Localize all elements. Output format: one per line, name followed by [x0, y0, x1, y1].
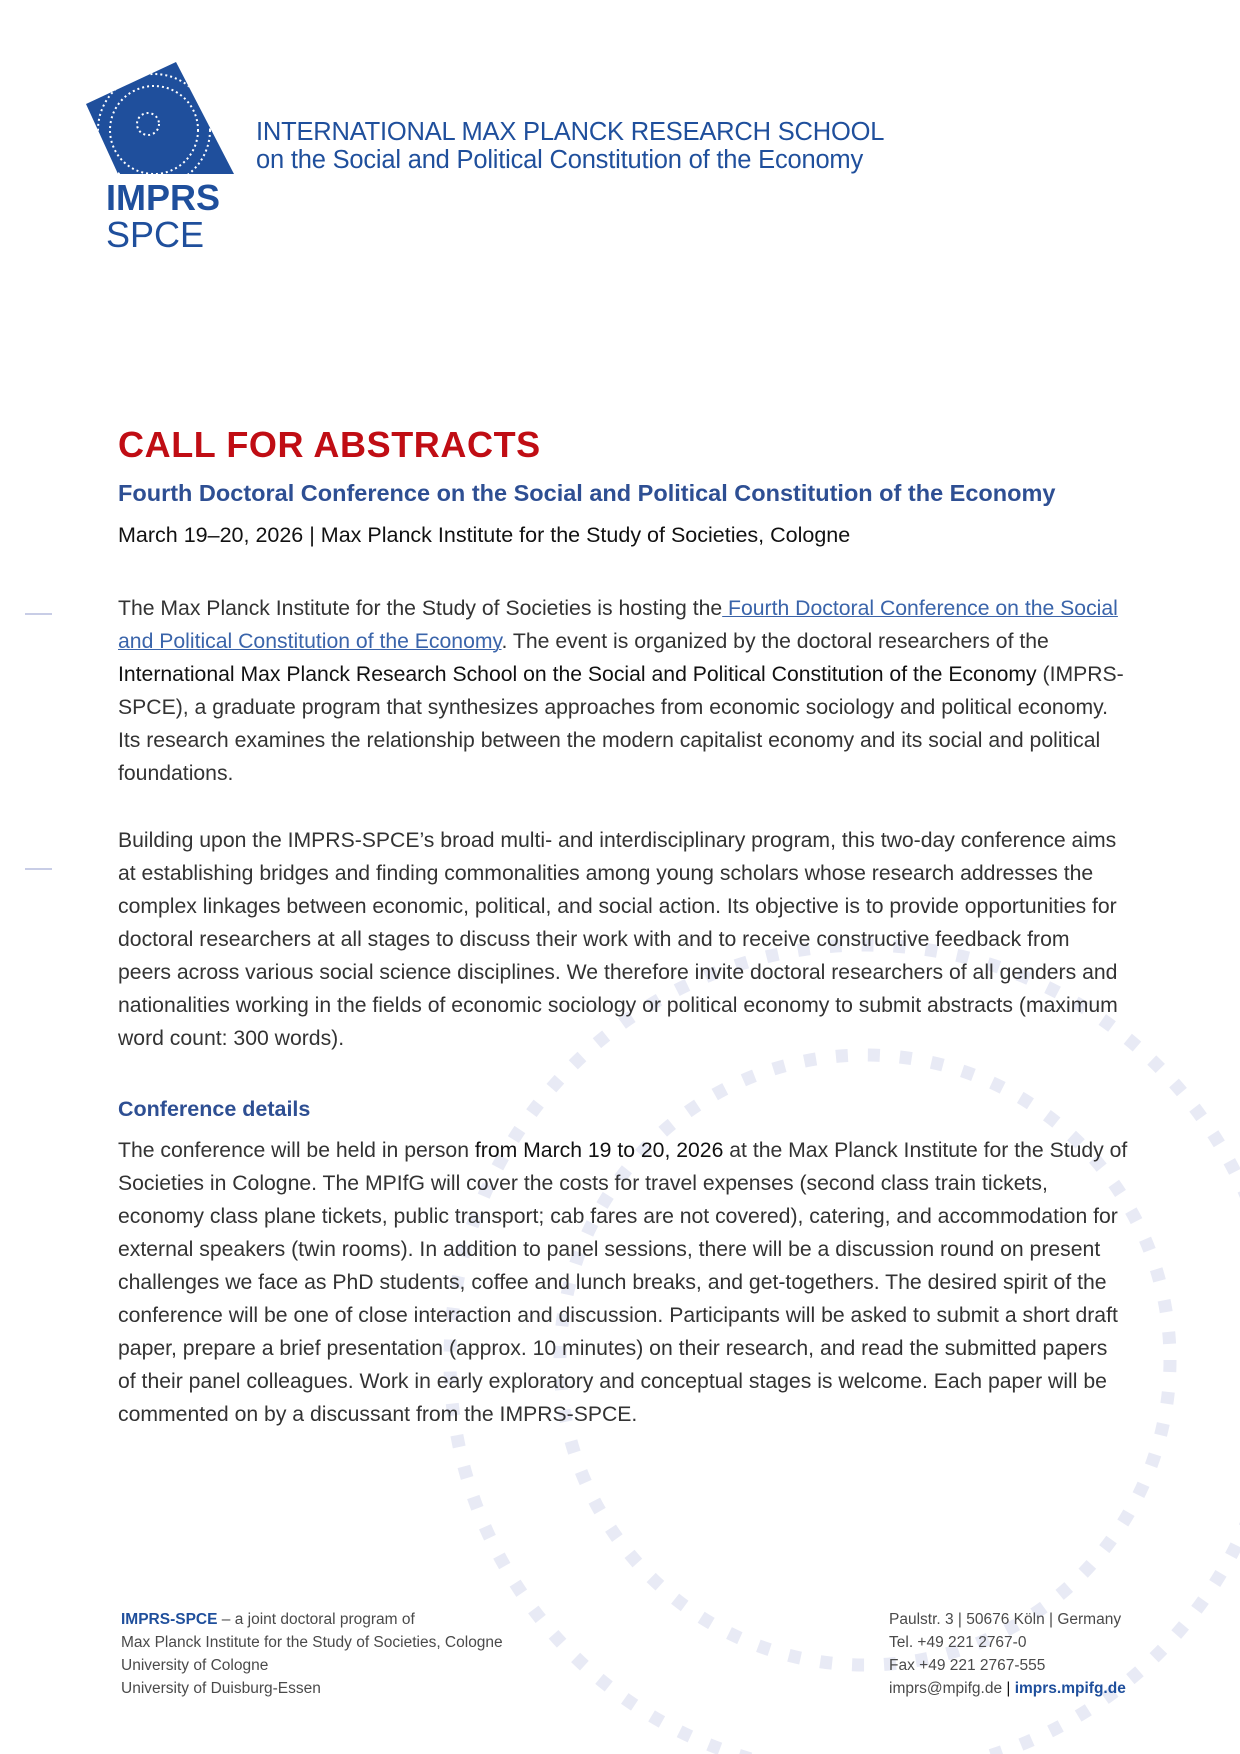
- intro-paragraph: [118, 592, 1128, 790]
- footer-partner-duisburg: University of Duisburg-Essen: [121, 1680, 321, 1697]
- footer-partner-cologne: University of Cologne: [121, 1657, 269, 1674]
- logo-abbrev-bottom: SPCE: [106, 214, 205, 252]
- margin-mark: [25, 868, 52, 870]
- details-text-1: The conference will be held in person: [118, 1139, 475, 1162]
- conference-link[interactable]: Fourth Doctoral Conference on the Social and Political Constitution of the Economy: [118, 597, 1118, 653]
- program-paragraph: [118, 824, 1128, 1055]
- org-name-line1: INTERNATIONAL MAX PLANCK RESEARCH SCHOOL: [256, 118, 885, 146]
- details-text-2: at the Max Planck Institute for the Study of Societies in Cologne. The MPIfG will cover the costs for travel expenses (second class train tickets, economy class plane tickets, public transport; cab fares are not covered), catering, and accommodation for external speakers (twin rooms). In addition to panel sessions, there will be a discussion round on present challenges we face as PhD students, coffee and lunch breaks, and get-togethers. The desired spirit of the conference will be one of close interaction and discussion. Participants will be asked to submit a short draft paper, prepare a brief presentation (approx. 10 minutes) on their research, and read the submitted papers of their panel colleagues. Work in early exploratory and conceptual stages is welcome. Each paper will be commented on by a discussant from the IMPRS-SPCE.: [118, 1139, 1128, 1426]
- conference-details-paragraph: [118, 1134, 1128, 1431]
- footer-address: Paulstr. 3 | 50676 Köln | Germany: [889, 1611, 1122, 1628]
- impr-logo-icon: [86, 62, 246, 252]
- footer-partners: [121, 1608, 503, 1700]
- footer-partner-mpifg: Max Planck Institute for the Study of Societies, Cologne: [121, 1634, 503, 1651]
- footer-fax: Fax +49 221 2767-555: [889, 1657, 1046, 1674]
- impr-logo: [86, 62, 246, 252]
- conference-details-heading: Conference details: [118, 1097, 311, 1121]
- footer-separator: |: [1002, 1680, 1015, 1697]
- org-name: [256, 118, 884, 174]
- page-title: CALL FOR ABSTRACTS: [118, 424, 541, 465]
- page-subtitle: Fourth Doctoral Conference on the Social and Political Constitution of the Economy: [118, 480, 1056, 506]
- details-dates: from March 19 to 20, 2026: [474, 1139, 724, 1162]
- org-name-line2: on the Social and Political Constitution of the Economy: [256, 146, 864, 174]
- intro-text-1: The Max Planck Institute for the Study of Societies is hosting the: [118, 597, 723, 620]
- program-text: Building upon the IMPRS-SPCE’s broad multi- and interdisciplinary program, this two-day conference aims at establishing bridges and finding commonalities among young scholars whose research addresses the complex linkages between economic, political, and social action. Its objective is to provide opportunities for doctoral researchers at all stages to discuss their work with and to receive constructive feedback from peers across various social science disciplines. We therefore invite doctoral researchers of all genders and nationalities working in the fields of economic sociology or political economy to submit abstracts (maximum word count: 300 words).: [118, 829, 1118, 1050]
- footer-tel: Tel. +49 221 2767-0: [889, 1634, 1027, 1651]
- footer-email[interactable]: imprs@mpifg.de: [889, 1680, 1003, 1697]
- intro-text-2: . The event is organized by the doctoral researchers of the: [501, 630, 1049, 653]
- event-dateline: March 19–20, 2026 | Max Planck Institute for the Study of Societies, Cologne: [118, 523, 851, 547]
- footer-tagline: – a joint doctoral program of: [217, 1611, 415, 1628]
- intro-text-3: (IMPRS-SPCE), a graduate program that synthesizes approaches from economic sociology and political economy. Its research examines the relationship between the modern capitalist economy and its social and political foundations.: [118, 663, 1124, 785]
- margin-mark: [25, 613, 52, 615]
- logo-abbrev-top: IMPRS: [106, 177, 221, 218]
- intro-school-name: International Max Planck Research School on the Social and Political Constitution of the Economy: [118, 663, 1037, 686]
- footer-contact: [889, 1608, 1126, 1700]
- footer-brand: IMPRS-SPCE: [121, 1611, 218, 1628]
- footer-website[interactable]: imprs.mpifg.de: [1014, 1680, 1126, 1697]
